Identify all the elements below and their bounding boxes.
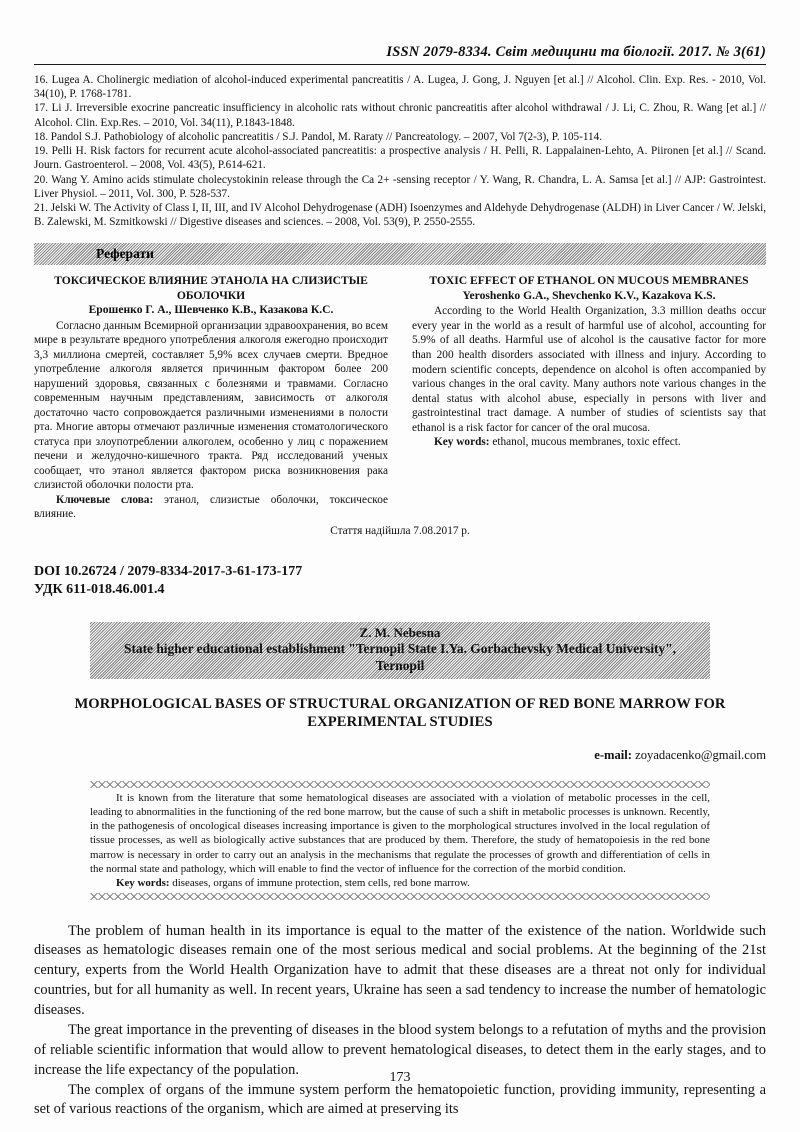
abstract-keywords-ru [34,493,388,522]
reference-item: 19. Pelli H. Risk factors for recurrent acute alcohol-associated pancreatitis: a prospective analysis / H. Pelli, R. Lappalainen-Lehto, A. Piironen [et al.] // Scand. Journ. Gastroenterol. – 2008, Vol. 43(5), P.614-621. [34,145,766,172]
article-abstract-box [90,781,710,900]
running-head-rule [34,64,766,65]
article-keywords-label: Key words: [116,877,170,890]
keywords-text-ru: этанол, слизистые оболочки, токсическое влияние. [34,493,388,521]
body-paragraph: The great importance in the preventing of diseases in the blood system belongs to a refutation of myths and the provision of reliable scientific information that would allow to prevent hematological diseases, to detect them in the early stages, and to increase the life expectancy of the population. [34,1021,766,1078]
author-affiliation-box [90,622,710,679]
abstract-authors-en: Yeroshenko G.A., Shevchenko K.V., Kazakova K.S. [462,288,716,302]
article-keywords [90,876,710,890]
reference-item: 18. Pandol S.J. Pathobiology of alcoholic pancreatitis / S.J. Pandol, M. Raraty // Pancreatology. – 2007, Vol 7(2-3), P. 105-114. [34,130,603,143]
received-note: Стаття надійшла 7.08.2017 р. [330,524,470,537]
abstract-column-russian [34,274,388,521]
abstract-column-english [412,274,766,521]
keywords-label-en: Key words: [434,436,490,449]
article-affiliation-line2: Ternopil [375,658,425,673]
body-paragraph: The complex of organs of the immune system perform the hematopoietic function, providing immunity, representing a set of various reactions of the organism, which are aimed at preserving its [34,1081,766,1118]
abstract-authors-ru: Ерошенко Г. А., Шевченко К.В., Казакова К.С. [88,302,334,316]
zigzag-rule-bottom [90,893,710,900]
zigzag-rule-top [90,781,710,788]
doi-line: DOI 10.26724 / 2079-8334-2017-3-61-173-177 [34,563,303,579]
article-abstract-text: It is known from the literature that some hematological diseases are associated with a violation of metabolic processes in the cell, leading to abnormalities in the functioning of the red bone marrow, but the cause of such a shift in metabolic processes is unknown. Recently, in the pathogenesis of oncological diseases increasing importance is given to the morphological structures involved in the local regulation of tissue processes, as well as biologically active substances that are produced by them. Therefore, the study of hematopoiesis in the red bone marrow is necessary in order to carry out an analysis in the mechanisms that regulate the processes of growth and differentiation of cells in the normal state and pathology, which will enable to find the vector of influence for the correction of the morbid condition. [90,791,710,876]
email-address[interactable]: zoyadacenko@gmail.com [632,747,766,762]
reference-item: 16. Lugea A. Cholinergic mediation of alcohol-induced experimental pancreatitis / A. Lugea, J. Gong, J. Nguyen [et al.] // Alcohol. Clin. Exp. Res. - 2010, Vol. 34(10), P. 1768-1781. [34,74,766,101]
article-author: Z. M. Nebesna [359,624,441,640]
article-affiliation-line1: State higher educational establishment "Ternopil State I.Ya. Gorbachevsky Medical University", [124,641,676,657]
article-title: MORPHOLOGICAL BASES OF STRUCTURAL ORGANIZATION OF RED BONE MARROW FOR EXPERIMENTAL STUDIES [74,695,726,731]
abstract-keywords-en [412,435,766,450]
page-number: 173 [389,1070,411,1085]
article-keywords-text: diseases, organs of immune protection, stem cells, red bone marrow. [169,877,470,890]
identifiers-block [34,563,766,600]
references-list [34,73,766,229]
reference-item: 17. Li J. Irreversible exocrine pancreatic insufficiency in alcoholic rats without chronic pancreatitis after alcohol withdrawal / J. Li, C. Zhou, R. Wang [et al.] // Alcohol. Clin. Exp.Res. – 2010, Vol. 34(11), P.1843-1848. [34,102,766,129]
running-head: ISSN 2079-8334. Світ медицини та біології. 2017. № 3(61) [386,44,766,60]
section-banner-referati: Реферати [34,243,766,265]
keywords-label-ru: Ключевые слова: [56,493,154,506]
email-label: e-mail: [594,747,632,762]
abstract-body-ru: Согласно данным Всемирной организации здравоохранения, во всем мире в результате вредного употребления алкоголя ежегодно происходит 3,3 миллиона смертей, составляет 5,9% всех случаев смерти. Вредное употребление алкоголя является причинным фактором более 200 нарушений здоровья, связанных с болезнями и травмами. Согласно современным научным представлениям, зависимость от алкоголя достаточно часто сопровождается различными изменениями в полости рта. Многие авторы отмечают различные изменения стоматологического статуса при злоупотреблении алкоголем, особенно у лиц с поражением печени и желудочно-кишечного тракта. Ряд исследований ученых сообщает, что этанол является фактором риска возникновения рака слизистой оболочки полости рта. [34,319,388,492]
body-text [34,922,766,1121]
abstract-title-ru: ТОКСИЧЕСКОЕ ВЛИЯНИЕ ЭТАНОЛА НА СЛИЗИСТЫЕ ОБОЛОЧКИ [54,274,368,302]
body-paragraph: The problem of human health in its importance is equal to the matter of the existence of the nation. Worldwide such diseases as hematologic diseases remain one of the most serious medical and social problems. At the beginning of the 21st century, experts from the World Health Organization have to admit that these diseases are a threat not only for individual countries, but for all humanity as well. In recent years, Ukraine has seen a sad tendency to increase the number of hematologic diseases. [34,922,766,1019]
udc-line: УДК 611-018.46.001.4 [34,582,165,598]
abstract-body-en: According to the World Health Organization, 3.3 million deaths occur every year in the world as a result of harmful use of alcohol, accounting for 5.9% of all deaths. Harmful use of alcohol is the causative factor for more than 200 health disorders associated with illness and injury. According to modern scientific concepts, dependence on alcohol is often accompanied by various changes in the oral cavity. Many authors note various changes in the dental status with alcohol abuse, especially in persons with liver and gastrointestinal tract damage. A number of studies of scientists say that ethanol is a risk factor for cancer of the oral mucosa. [412,305,766,434]
keywords-text-en: ethanol, mucous membranes, toxic effect. [489,436,681,449]
reference-item: 20. Wang Y. Amino acids stimulate cholecystokinin release through the Ca 2+ -sensing receptor / Y. Wang, R. Chandra, L. A. Samsa [et al.] // AJP: Gastrointest. Liver Physiol. – 2011, Vol. 300, P. 528-537. [34,173,766,200]
abstract-title-en: TOXIC EFFECT OF ETHANOL ON MUCOUS MEMBRANES [429,274,749,288]
reference-item: 21. Jelski W. The Activity of Class I, II, III, and IV Alcohol Dehydrogenase (ADH) Isoenzymes and Aldehyde Dehydrogenase (ALDH) in Liver Cancer / W. Jelski, B. Zalewski, M. Szmitkowski // Digestive diseases and sciences. – 2008, Vol. 53(9), P. 2550-2555. [34,201,766,229]
abstract-columns [34,274,766,521]
article-abstract-content [90,788,710,893]
author-email-line [34,748,766,763]
